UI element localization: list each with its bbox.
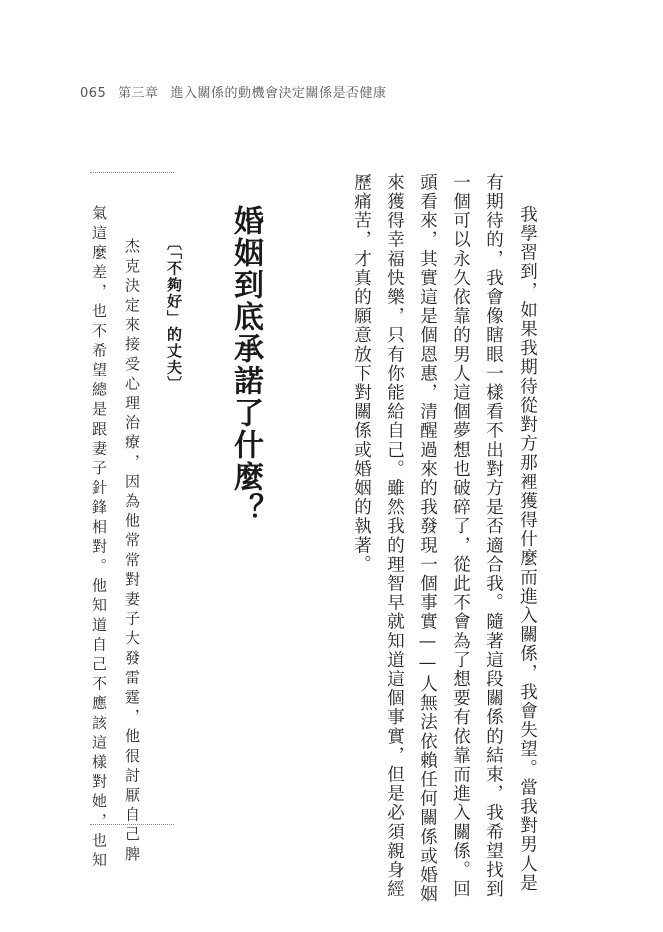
- chapter-title: 進入關係的動機會決定關係是否健康: [170, 86, 387, 101]
- body-text-line: 我學習到，如果我期待從對方那裡獲得什麼而進入關係，我會失望。當我對男人是: [517, 205, 538, 893]
- case-text-line: 氣這麼差，也不希望總是跟妻子針鋒相對。他知道自己不應該這樣對她，也知: [90, 205, 108, 872]
- case-subheading: 〔「不夠好」的丈夫〕: [165, 235, 183, 393]
- body-text-line: 有期待的，我會像瞎眼一樣看不出對方是否適合我。隨著這段關係的結束，我希望找到: [483, 173, 504, 899]
- running-header: [80, 82, 387, 101]
- body-text-line: 歷痛苦，才真的願意放下對關係或婚姻的執著。: [351, 173, 372, 575]
- page-number: 065: [80, 86, 107, 101]
- body-text-line: 頭看來，其實這是個恩惠，清醒過來的我發現一個事實——人無法依賴任何關係或婚姻: [417, 173, 438, 904]
- section-divider-top: [90, 172, 174, 173]
- body-text-line: 來獲得幸福快樂，只有你能給自己。雖然我的理智早就知道這個事實，但是必須親身經: [384, 173, 405, 899]
- chapter-label: 第三章: [118, 86, 159, 101]
- section-divider-bottom: [90, 824, 174, 825]
- body-text-line: 一個可以永久依靠的男人這個夢想也破碎了，從此不會為了想要有依靠而進入關係。回: [450, 173, 471, 899]
- case-text-line: 杰克決定來接受心理治療，因為他常常對妻子大發雷霆，他很討厭自己脾: [123, 238, 141, 866]
- section-title: 婚姻到底承諾了什麼？: [228, 205, 263, 525]
